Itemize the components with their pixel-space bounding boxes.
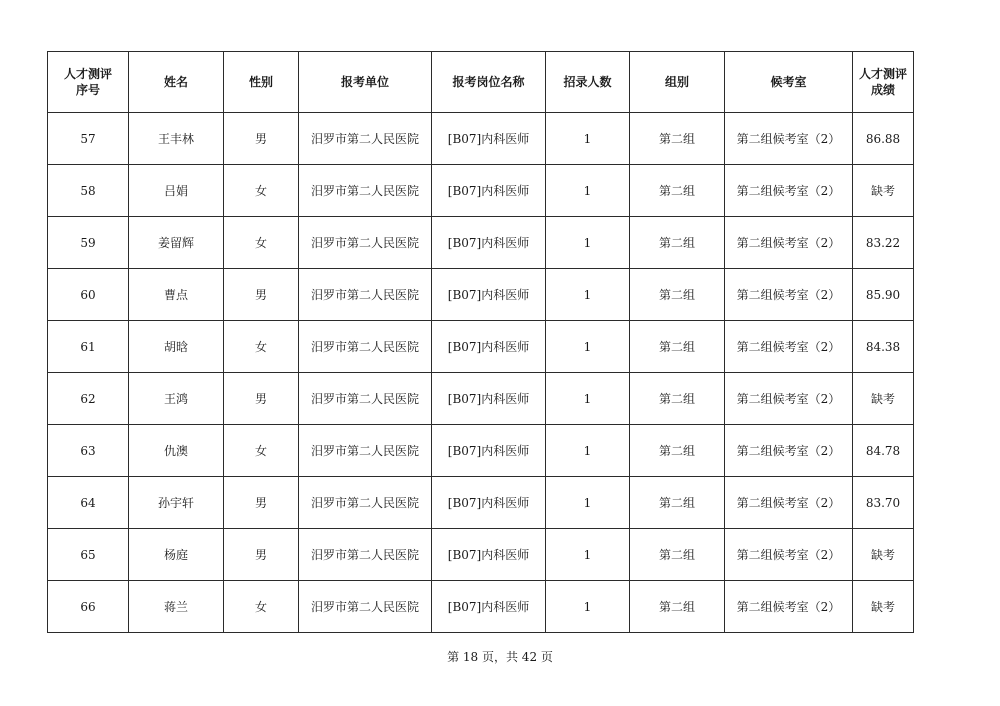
cell-unit: 汨罗市第二人民医院	[299, 165, 432, 217]
cell-seq: 60	[48, 269, 129, 321]
header-room: 候考室	[725, 52, 853, 113]
cell-score: 84.78	[853, 425, 914, 477]
cell-seq: 59	[48, 217, 129, 269]
cell-gender: 女	[224, 165, 299, 217]
cell-seq: 61	[48, 321, 129, 373]
cell-group: 第二组	[630, 425, 725, 477]
cell-position: [B07]内科医师	[432, 477, 546, 529]
cell-gender: 女	[224, 321, 299, 373]
table-row	[48, 165, 914, 217]
cell-quota: 1	[546, 321, 630, 373]
cell-group: 第二组	[630, 477, 725, 529]
table-row	[48, 373, 914, 425]
cell-position: [B07]内科医师	[432, 373, 546, 425]
cell-position: [B07]内科医师	[432, 321, 546, 373]
cell-unit: 汨罗市第二人民医院	[299, 529, 432, 581]
cell-score: 缺考	[853, 165, 914, 217]
cell-seq: 65	[48, 529, 129, 581]
cell-name: 蒋兰	[129, 581, 224, 633]
cell-score: 86.88	[853, 113, 914, 165]
cell-score: 缺考	[853, 581, 914, 633]
cell-seq: 64	[48, 477, 129, 529]
cell-seq: 66	[48, 581, 129, 633]
cell-quota: 1	[546, 581, 630, 633]
cell-score: 83.22	[853, 217, 914, 269]
cell-room: 第二组候考室（2）	[725, 269, 853, 321]
cell-quota: 1	[546, 217, 630, 269]
cell-name: 姜留辉	[129, 217, 224, 269]
cell-room: 第二组候考室（2）	[725, 165, 853, 217]
cell-seq: 62	[48, 373, 129, 425]
cell-name: 孙宇轩	[129, 477, 224, 529]
header-position: 报考岗位名称	[432, 52, 546, 113]
header-gender: 性别	[224, 52, 299, 113]
cell-room: 第二组候考室（2）	[725, 581, 853, 633]
cell-position: [B07]内科医师	[432, 425, 546, 477]
cell-group: 第二组	[630, 581, 725, 633]
table-body	[48, 113, 914, 633]
cell-score: 83.70	[853, 477, 914, 529]
table-row	[48, 477, 914, 529]
score-table	[47, 51, 914, 633]
header-quota: 招录人数	[546, 52, 630, 113]
table-row	[48, 321, 914, 373]
header-unit: 报考单位	[299, 52, 432, 113]
cell-unit: 汨罗市第二人民医院	[299, 217, 432, 269]
cell-score: 84.38	[853, 321, 914, 373]
cell-name: 曹点	[129, 269, 224, 321]
cell-position: [B07]内科医师	[432, 113, 546, 165]
cell-gender: 男	[224, 269, 299, 321]
table-header-row	[48, 52, 914, 113]
table-row	[48, 425, 914, 477]
cell-quota: 1	[546, 425, 630, 477]
cell-score: 缺考	[853, 373, 914, 425]
page-number-label: 第 18 页，共 42 页	[447, 650, 553, 664]
cell-unit: 汨罗市第二人民医院	[299, 581, 432, 633]
cell-quota: 1	[546, 477, 630, 529]
cell-unit: 汨罗市第二人民医院	[299, 321, 432, 373]
cell-unit: 汨罗市第二人民医院	[299, 425, 432, 477]
cell-group: 第二组	[630, 321, 725, 373]
cell-group: 第二组	[630, 165, 725, 217]
cell-room: 第二组候考室（2）	[725, 373, 853, 425]
cell-seq: 63	[48, 425, 129, 477]
cell-name: 胡晗	[129, 321, 224, 373]
page-footer	[0, 648, 1000, 665]
cell-position: [B07]内科医师	[432, 269, 546, 321]
table-row	[48, 529, 914, 581]
cell-unit: 汨罗市第二人民医院	[299, 113, 432, 165]
cell-unit: 汨罗市第二人民医院	[299, 477, 432, 529]
cell-position: [B07]内科医师	[432, 581, 546, 633]
table-row	[48, 581, 914, 633]
cell-name: 杨庭	[129, 529, 224, 581]
cell-gender: 女	[224, 217, 299, 269]
cell-group: 第二组	[630, 217, 725, 269]
cell-room: 第二组候考室（2）	[725, 113, 853, 165]
header-group: 组别	[630, 52, 725, 113]
cell-name: 王鸿	[129, 373, 224, 425]
cell-group: 第二组	[630, 113, 725, 165]
cell-gender: 男	[224, 373, 299, 425]
cell-room: 第二组候考室（2）	[725, 529, 853, 581]
cell-unit: 汨罗市第二人民医院	[299, 269, 432, 321]
cell-room: 第二组候考室（2）	[725, 425, 853, 477]
cell-room: 第二组候考室（2）	[725, 477, 853, 529]
cell-position: [B07]内科医师	[432, 529, 546, 581]
cell-quota: 1	[546, 113, 630, 165]
cell-name: 仇澳	[129, 425, 224, 477]
cell-name: 吕娟	[129, 165, 224, 217]
header-name: 姓名	[129, 52, 224, 113]
cell-gender: 女	[224, 581, 299, 633]
table-row	[48, 269, 914, 321]
cell-score: 85.90	[853, 269, 914, 321]
cell-group: 第二组	[630, 529, 725, 581]
header-seq-line2: 序号	[75, 83, 100, 97]
cell-seq: 58	[48, 165, 129, 217]
cell-name: 王丰林	[129, 113, 224, 165]
cell-gender: 男	[224, 113, 299, 165]
cell-quota: 1	[546, 373, 630, 425]
table-row	[48, 217, 914, 269]
cell-gender: 男	[224, 477, 299, 529]
cell-quota: 1	[546, 529, 630, 581]
cell-seq: 57	[48, 113, 129, 165]
header-seq-line1: 人才测评	[63, 67, 112, 81]
cell-quota: 1	[546, 269, 630, 321]
cell-position: [B07]内科医师	[432, 165, 546, 217]
cell-position: [B07]内科医师	[432, 217, 546, 269]
cell-quota: 1	[546, 165, 630, 217]
cell-group: 第二组	[630, 269, 725, 321]
cell-room: 第二组候考室（2）	[725, 321, 853, 373]
cell-room: 第二组候考室（2）	[725, 217, 853, 269]
header-seq	[48, 52, 129, 113]
table-row	[48, 113, 914, 165]
cell-gender: 女	[224, 425, 299, 477]
cell-group: 第二组	[630, 373, 725, 425]
header-score: 人才测评成绩	[853, 52, 914, 113]
cell-gender: 男	[224, 529, 299, 581]
cell-score: 缺考	[853, 529, 914, 581]
cell-unit: 汨罗市第二人民医院	[299, 373, 432, 425]
